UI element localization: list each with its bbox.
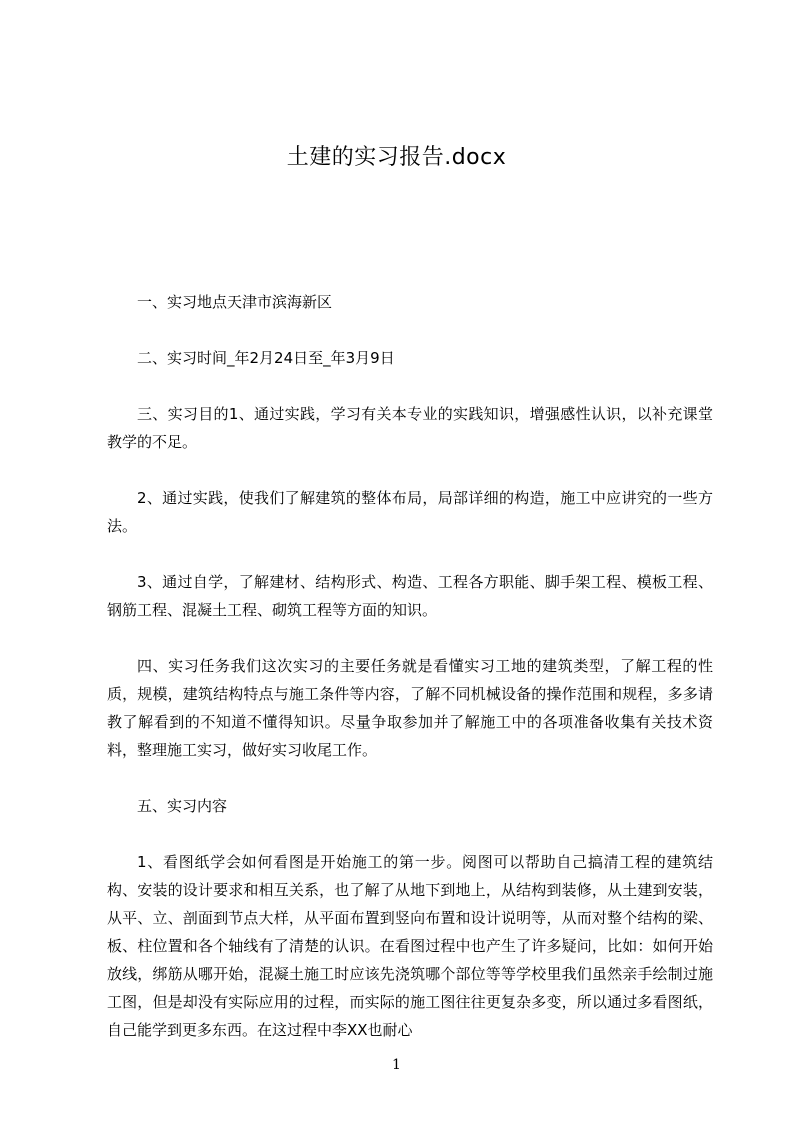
paragraph-location: 一、实习地点天津市滨海新区 bbox=[137, 293, 333, 311]
document-title: 土建的实习报告.docx bbox=[286, 145, 507, 170]
paragraph-task: 四、实习任务我们这次实习的主要任务就是看懂实习工地的建筑类型，了解工程的性质，规模，建筑结构特点与施工条件等内容，了解不同机械设备的操作范围和规程，多多请教了解看到的不知道不懂得知识。尽量争取参加并了解施工中的各项准备收集有关技术资料，整理施工实习，做好实习收尾工作。 bbox=[107, 657, 713, 759]
paragraph-content-1: 1、看图纸学会如何看图是开始施工的第一步。阅图可以帮助自己搞清工程的建筑结构、安装的设计要求和相互关系，也了解了从地下到地上，从结构到装修，从土建到安装，从平、立、剖面到节点大样，从平面布置到竖向布置和设计说明等，从而对整个结构的梁、板、柱位置和各个轴线有了清楚的认识。在看图过程中也产生了许多疑问，比如：如何开始放线，绑筋从哪开始，混凝土施工时应该先浇筑哪个部位等等学校里我们虽然亲手绘制过施工图，但是却没有实际应用的过程，而实际的施工图往往更复杂多变，所以通过多看图纸，自己能学到更多东西。在这过程中李XX也耐心 bbox=[107, 853, 713, 1039]
page-number: 1 bbox=[392, 1057, 401, 1073]
paragraph-purpose-2: 2、通过实践，使我们了解建筑的整体布局，局部详细的构造，施工中应讲究的一些方法。 bbox=[107, 489, 713, 535]
paragraph-time: 二、实习时间_年2月24日至_年3月9日 bbox=[137, 349, 395, 367]
paragraph-purpose-3: 3、通过自学，了解建材、结构形式、构造、工程各方职能、脚手架工程、模板工程、钢筋工程、混凝土工程、砌筑工程等方面的知识。 bbox=[107, 573, 713, 619]
document-body bbox=[107, 288, 713, 1072]
paragraph-content-heading: 五、实习内容 bbox=[137, 797, 228, 815]
paragraph-purpose: 三、实习目的1、通过实践，学习有关本专业的实践知识，增强感性认识，以补充课堂教学的不足。 bbox=[107, 405, 713, 451]
